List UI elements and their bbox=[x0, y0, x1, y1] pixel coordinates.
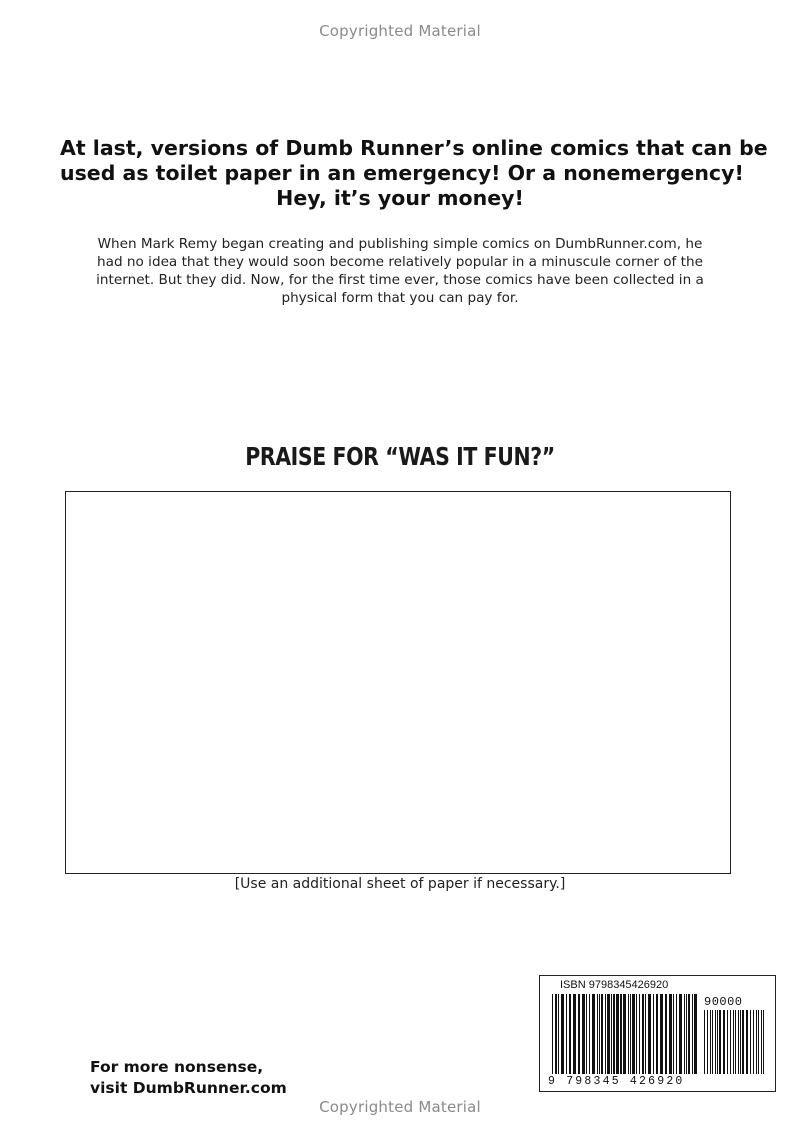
barcode-bar bbox=[686, 994, 687, 1074]
headline-line-3: Hey, it’s your money! bbox=[276, 186, 524, 210]
barcode-bar bbox=[723, 1010, 725, 1074]
blurb-line-1: When Mark Remy began creating and publishing simple comics on DumbRunner.com, he bbox=[97, 236, 703, 252]
barcode-bar bbox=[648, 994, 651, 1074]
barcode-bar bbox=[753, 1010, 754, 1074]
barcode-bar bbox=[623, 994, 626, 1074]
barcode-bar bbox=[730, 1010, 731, 1074]
barcode-bar bbox=[712, 1010, 713, 1074]
praise-note: [Use an additional sheet of paper if necessary.] bbox=[234, 876, 566, 892]
barcode-bar bbox=[582, 994, 585, 1074]
barcode-bar bbox=[552, 994, 553, 1074]
barcode-bar bbox=[704, 1010, 705, 1074]
barcode-bar bbox=[735, 1010, 736, 1074]
praise-box bbox=[65, 491, 731, 874]
barcode-bar bbox=[642, 994, 644, 1074]
barcode-bar bbox=[653, 994, 654, 1074]
barcode-bar bbox=[599, 994, 600, 1074]
barcode-bar bbox=[688, 994, 690, 1074]
barcode-bar bbox=[665, 994, 667, 1074]
barcode-bar bbox=[589, 994, 590, 1074]
barcode-bar bbox=[746, 1010, 748, 1074]
footer-line-1: For more nonsense, bbox=[90, 1058, 264, 1076]
barcode-bar bbox=[715, 1010, 716, 1074]
barcode-bars bbox=[552, 994, 700, 1074]
headline-line-2: used as toilet paper in an emergency! Or a nonemergency! bbox=[60, 161, 744, 185]
barcode-bar bbox=[558, 994, 559, 1074]
watermark-bottom: Copyrighted Material bbox=[319, 1098, 481, 1116]
isbn-label: ISBN 9798345426920 bbox=[560, 979, 669, 991]
barcode-bar bbox=[607, 994, 610, 1074]
barcode-digits: 9 798345 426920 bbox=[548, 1075, 685, 1088]
barcode-bar bbox=[586, 994, 587, 1074]
barcode-bar bbox=[573, 994, 576, 1074]
barcode-bar bbox=[684, 994, 685, 1074]
footer-line-2: visit DumbRunner.com bbox=[90, 1079, 287, 1097]
barcode-bar bbox=[676, 994, 677, 1074]
praise-title: PRAISE FOR “WAS IT FUN?” bbox=[245, 442, 555, 471]
barcode-bar bbox=[639, 994, 640, 1074]
barcode-bar bbox=[742, 1010, 744, 1074]
footer-text bbox=[90, 1057, 287, 1099]
barcode-bar bbox=[628, 994, 629, 1074]
barcode-bar bbox=[569, 994, 571, 1074]
barcode-bar bbox=[561, 994, 564, 1074]
barcode-bar bbox=[656, 994, 658, 1074]
barcode-bar bbox=[555, 994, 557, 1074]
blurb-line-4: physical form that you can pay for. bbox=[281, 290, 519, 306]
barcode-bar bbox=[645, 994, 646, 1074]
barcode-bar bbox=[592, 994, 595, 1074]
price-code-bars bbox=[704, 1010, 766, 1074]
barcode-bar bbox=[673, 994, 674, 1074]
barcode-bar bbox=[694, 994, 697, 1074]
barcode-bar bbox=[605, 994, 606, 1074]
blurb-line-3: internet. But they did. Now, for the first time ever, those comics have been collected in a bbox=[96, 272, 704, 288]
barcode-bar bbox=[717, 1010, 718, 1074]
barcode-bar bbox=[727, 1010, 728, 1074]
barcode-bar bbox=[692, 994, 693, 1074]
barcode-bar bbox=[669, 994, 672, 1074]
watermark-top: Copyrighted Material bbox=[319, 22, 481, 40]
barcode-bar bbox=[597, 994, 598, 1074]
barcode-bar bbox=[750, 1010, 751, 1074]
barcode-bar bbox=[761, 1010, 762, 1074]
barcode-bar bbox=[679, 994, 682, 1074]
barcode-bar bbox=[616, 994, 619, 1074]
barcode-bar bbox=[740, 1010, 741, 1074]
barcode-bar bbox=[733, 1010, 734, 1074]
barcode-bar bbox=[566, 994, 567, 1074]
barcode-bar bbox=[710, 1010, 711, 1074]
price-code: 90000 bbox=[704, 995, 743, 1009]
barcode-bar bbox=[763, 1010, 764, 1074]
barcode-bar bbox=[738, 1010, 739, 1074]
description-blurb bbox=[60, 235, 740, 307]
barcode-bar bbox=[660, 994, 663, 1074]
headline-line-1: At last, versions of Dumb Runner’s online comics that can be bbox=[60, 136, 768, 160]
barcode-bar bbox=[756, 1010, 757, 1074]
barcode-bar bbox=[611, 994, 612, 1074]
blurb-line-2: had no idea that they would soon become relatively popular in a minuscule corner of the bbox=[97, 254, 703, 270]
barcode-bar bbox=[630, 994, 631, 1074]
barcode-bar bbox=[613, 994, 615, 1074]
barcode-bar bbox=[632, 994, 635, 1074]
barcode-bar bbox=[758, 1010, 759, 1074]
barcode-bar bbox=[620, 994, 622, 1074]
headline bbox=[60, 136, 768, 211]
barcode-bar bbox=[719, 1010, 721, 1074]
barcode-bar bbox=[636, 994, 637, 1074]
barcode-bar bbox=[601, 994, 603, 1074]
barcode-bar bbox=[578, 994, 580, 1074]
barcode-bar bbox=[707, 1010, 708, 1074]
